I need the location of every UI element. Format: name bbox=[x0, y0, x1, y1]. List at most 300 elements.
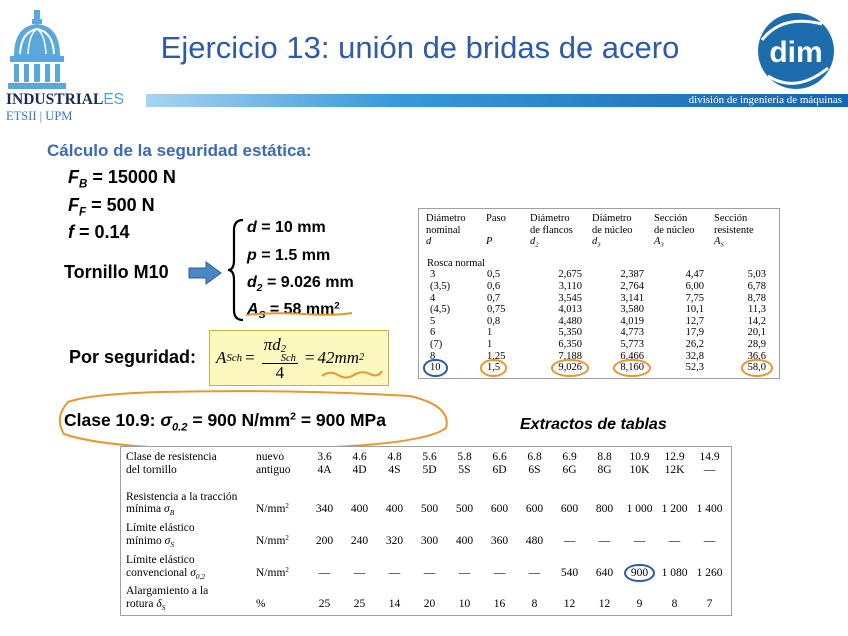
force-value: = 500 N bbox=[91, 195, 155, 215]
circled-value: 10 bbox=[430, 362, 441, 374]
cell-value: 3,545 bbox=[558, 292, 582, 304]
thread-row bbox=[424, 362, 774, 374]
property-value bbox=[342, 579, 377, 611]
thread-cell bbox=[652, 327, 712, 339]
symbol: A bbox=[654, 236, 661, 248]
cell-value: 340 bbox=[315, 503, 334, 516]
cell-value: 3 bbox=[430, 269, 436, 281]
grade-new: 5.6 bbox=[422, 451, 437, 463]
formula-num-indices bbox=[281, 345, 296, 363]
thread-cell bbox=[712, 316, 774, 328]
thread-cell bbox=[652, 351, 712, 363]
formula-num-sup: 2 bbox=[280, 343, 286, 355]
symbol-subscript: 2 bbox=[535, 241, 539, 249]
header-line: Diámetro bbox=[426, 213, 466, 224]
thread-col-header bbox=[528, 213, 590, 252]
unit-superscript: 2 bbox=[285, 534, 289, 542]
header-line: de flancos bbox=[530, 224, 573, 236]
right-arrow-icon bbox=[188, 261, 222, 285]
property-value bbox=[517, 485, 552, 517]
thread-cell bbox=[424, 304, 484, 316]
cell-value: 2,387 bbox=[620, 269, 644, 281]
property-value bbox=[587, 516, 622, 548]
property-value bbox=[552, 485, 587, 517]
unit-text: N/mm bbox=[256, 566, 286, 579]
thread-cell bbox=[484, 327, 528, 339]
thread-cell bbox=[424, 269, 484, 281]
cell-value: — bbox=[703, 534, 716, 547]
label-text: rotura bbox=[126, 598, 157, 611]
thread-cell bbox=[528, 362, 590, 374]
thread-col-header bbox=[424, 213, 484, 252]
thread-cell bbox=[590, 269, 652, 281]
cell-value: 300 bbox=[420, 534, 439, 547]
cell-value: 16 bbox=[493, 598, 506, 611]
cell-value: — bbox=[318, 566, 331, 579]
grade-new: 3.6 bbox=[317, 451, 332, 463]
property-value bbox=[307, 579, 342, 611]
clase-prefix: Clase 10.9: bbox=[64, 410, 161, 430]
thread-row bbox=[424, 351, 774, 363]
screw-diameter bbox=[247, 219, 326, 237]
symbol: P bbox=[486, 236, 493, 248]
cell-value: 12 bbox=[598, 598, 611, 611]
formula-numerator bbox=[262, 335, 298, 364]
cell-value: 600 bbox=[560, 503, 579, 516]
thread-cell bbox=[424, 316, 484, 328]
cell-value: 4,773 bbox=[620, 327, 644, 339]
label-line bbox=[126, 535, 254, 548]
label-line bbox=[126, 503, 254, 516]
header-line: antiguo bbox=[256, 463, 291, 476]
cell-value: (7) bbox=[430, 338, 443, 350]
property-symbol: σ bbox=[164, 503, 170, 516]
property-subscript: S bbox=[170, 539, 175, 549]
cell-value: 320 bbox=[385, 534, 404, 547]
dim-logo bbox=[752, 10, 838, 92]
thread-cell bbox=[712, 339, 774, 351]
circled-value: 9,026 bbox=[558, 362, 582, 374]
property-value bbox=[657, 579, 692, 611]
header-line: Sección bbox=[654, 213, 688, 224]
friction-symbol: f bbox=[68, 222, 74, 242]
formula-equals: = bbox=[245, 348, 255, 367]
thread-row bbox=[424, 304, 774, 316]
formula-num-text: πd bbox=[263, 334, 281, 354]
grade-old: 6G bbox=[562, 463, 577, 476]
property-value bbox=[517, 548, 552, 580]
cell-value: 5,773 bbox=[620, 338, 644, 350]
thread-cell bbox=[590, 362, 652, 374]
thread-cell bbox=[484, 293, 528, 305]
thread-row bbox=[424, 339, 774, 351]
bolt-class-statement bbox=[64, 410, 386, 434]
cell-value: 8,78 bbox=[747, 292, 766, 304]
stress-area-formula: A Sch = πd 2 Sch 4 = 42mm 2 bbox=[209, 330, 389, 386]
header-symbol bbox=[530, 236, 588, 248]
cell-value: 4 bbox=[430, 292, 436, 304]
prop-value: = 10 mm bbox=[261, 219, 326, 236]
header-line: Clase de resistencia bbox=[126, 451, 217, 463]
property-value bbox=[307, 485, 342, 517]
grade-old: 5D bbox=[422, 463, 437, 476]
thread-cell bbox=[652, 293, 712, 305]
thread-section-label: Rosca normal bbox=[427, 257, 486, 269]
cell-value: 20 bbox=[423, 598, 436, 611]
thread-cell bbox=[712, 327, 774, 339]
class-table-header bbox=[125, 451, 727, 485]
header-symbol bbox=[592, 236, 650, 248]
property-label bbox=[125, 548, 255, 580]
grade-new: 10.9 bbox=[629, 451, 650, 463]
prop-value: = 1.5 mm bbox=[261, 247, 331, 264]
prop-value: = 58 mm bbox=[269, 301, 335, 318]
thread-row bbox=[424, 281, 774, 293]
cell-value: 4,480 bbox=[558, 315, 582, 327]
grade-old: 4A bbox=[317, 463, 332, 476]
thread-col-header bbox=[652, 213, 712, 252]
formula-result: 42mm bbox=[317, 348, 360, 367]
label-text: mínima bbox=[126, 503, 165, 516]
grade-new: 6.6 bbox=[492, 451, 507, 463]
prop-value: = 9.026 mm bbox=[266, 274, 354, 291]
cell-value: 8 bbox=[430, 350, 436, 362]
cell-value: — bbox=[668, 534, 681, 547]
property-value bbox=[377, 485, 412, 517]
strength-class-table-extract bbox=[120, 446, 732, 616]
property-value bbox=[412, 548, 447, 580]
property-value bbox=[482, 579, 517, 611]
force-value: = 15000 N bbox=[92, 167, 176, 187]
cell-value: 6,00 bbox=[685, 280, 704, 292]
header-line: Diámetro bbox=[592, 213, 632, 224]
cell-value: 1 bbox=[487, 327, 493, 339]
etsii-dome-logo bbox=[6, 10, 68, 90]
header-line: Paso bbox=[486, 213, 506, 224]
cell-value: 360 bbox=[490, 534, 509, 547]
thread-col-header bbox=[484, 213, 528, 252]
thread-cell bbox=[484, 269, 528, 281]
cell-value: 200 bbox=[315, 534, 334, 547]
property-value bbox=[342, 516, 377, 548]
property-value bbox=[622, 548, 657, 580]
property-row bbox=[125, 485, 727, 517]
grade-old: 5S bbox=[458, 463, 471, 476]
force-subscript: F bbox=[79, 206, 87, 219]
cell-value: 0,75 bbox=[487, 304, 506, 316]
cell-value: 2,764 bbox=[620, 280, 644, 292]
force-ff bbox=[68, 195, 155, 219]
cell-value: 7,75 bbox=[685, 292, 704, 304]
cell-value: 12,7 bbox=[685, 315, 704, 327]
cell-value: 1 400 bbox=[696, 503, 723, 516]
force-fb bbox=[68, 167, 176, 191]
cell-value: 500 bbox=[455, 503, 474, 516]
cell-value: 10 bbox=[458, 598, 471, 611]
class-header-grade bbox=[377, 451, 412, 485]
cell-value: 3,110 bbox=[558, 280, 582, 292]
property-value bbox=[482, 516, 517, 548]
cell-value: 17,9 bbox=[685, 327, 704, 339]
grade-new: 5.8 bbox=[457, 451, 472, 463]
property-value bbox=[587, 548, 622, 580]
safety-label: Por seguridad: bbox=[69, 347, 197, 367]
cell-value: 7 bbox=[706, 598, 713, 611]
property-value bbox=[657, 485, 692, 517]
label-line bbox=[126, 598, 254, 611]
class-header-grade bbox=[482, 451, 517, 485]
cell-value: 7,188 bbox=[558, 350, 582, 362]
cell-value: 400 bbox=[455, 534, 474, 547]
force-symbol: F bbox=[68, 167, 79, 187]
label-line bbox=[126, 567, 254, 580]
label-text: mínimo bbox=[126, 534, 165, 547]
property-label bbox=[125, 579, 255, 611]
cell-value: 600 bbox=[490, 503, 509, 516]
formula-denominator: 4 bbox=[275, 362, 285, 382]
cell-value: 1 260 bbox=[696, 566, 723, 579]
property-value bbox=[692, 548, 727, 580]
thread-cell bbox=[590, 316, 652, 328]
thread-table bbox=[424, 213, 774, 374]
cell-value: 8 bbox=[671, 598, 678, 611]
cell-value: 32,8 bbox=[685, 350, 704, 362]
thread-table-header bbox=[424, 213, 774, 252]
grade-old: 6D bbox=[492, 463, 507, 476]
thread-cell bbox=[424, 293, 484, 305]
property-row bbox=[125, 516, 727, 548]
property-unit bbox=[255, 548, 307, 580]
cell-value: 0,7 bbox=[487, 292, 501, 304]
thread-cell bbox=[484, 281, 528, 293]
cell-value: 11,3 bbox=[748, 304, 766, 316]
cell-value: 1 bbox=[487, 338, 493, 350]
department-label: división de ingeniería de máquinas bbox=[688, 94, 842, 106]
header-line: Sección bbox=[714, 213, 748, 224]
class-header-grade bbox=[412, 451, 447, 485]
thread-col-header bbox=[590, 213, 652, 252]
property-value bbox=[447, 485, 482, 517]
clase-superscript: 2 bbox=[290, 410, 296, 423]
prop-symbol: A bbox=[247, 301, 259, 318]
symbol: A bbox=[714, 236, 721, 248]
cell-value: 36,6 bbox=[747, 350, 766, 362]
property-value bbox=[377, 516, 412, 548]
symbol-subscript: 3 bbox=[660, 241, 664, 249]
property-value bbox=[692, 516, 727, 548]
cell-value: 3,141 bbox=[620, 292, 644, 304]
header-line: nuevo bbox=[256, 451, 285, 463]
thread-cell bbox=[484, 339, 528, 351]
cell-value: 0,6 bbox=[487, 280, 501, 292]
cell-value: 14 bbox=[388, 598, 401, 611]
property-value bbox=[657, 516, 692, 548]
thread-table-body bbox=[424, 252, 774, 374]
curly-brace bbox=[227, 218, 245, 322]
property-row bbox=[125, 548, 727, 580]
grade-new: 4.8 bbox=[387, 451, 402, 463]
thread-cell bbox=[590, 339, 652, 351]
force-subscript: B bbox=[79, 178, 88, 191]
cell-value: 12 bbox=[563, 598, 576, 611]
cell-value: — bbox=[493, 566, 506, 579]
cell-value: (4,5) bbox=[430, 304, 451, 316]
table-extracts-label: Extractos de tablas bbox=[520, 416, 667, 433]
thread-cell bbox=[712, 293, 774, 305]
property-unit bbox=[255, 485, 307, 517]
dim-logo-text: dim bbox=[769, 36, 823, 69]
cell-value: 52,3 bbox=[685, 362, 704, 374]
thread-cell bbox=[712, 362, 774, 374]
clase-symbol: σ bbox=[160, 410, 172, 430]
thread-cell bbox=[652, 281, 712, 293]
label-line: Límite elástico bbox=[126, 522, 195, 535]
property-value bbox=[622, 516, 657, 548]
prop-superscript: 2 bbox=[334, 300, 340, 312]
thread-cell bbox=[652, 339, 712, 351]
class-header-grade bbox=[517, 451, 552, 485]
property-value bbox=[552, 579, 587, 611]
property-value bbox=[657, 548, 692, 580]
thread-cell bbox=[712, 304, 774, 316]
cell-value: 9 bbox=[636, 598, 643, 611]
symbol-subscript: 3 bbox=[597, 241, 601, 249]
property-label bbox=[125, 516, 255, 548]
property-value bbox=[412, 516, 447, 548]
orange-underline-annotation bbox=[320, 368, 384, 380]
property-label bbox=[125, 485, 255, 517]
section-heading: Cálculo de la seguridad estática: bbox=[47, 141, 312, 160]
property-value bbox=[622, 579, 657, 611]
thread-cell bbox=[528, 304, 590, 316]
property-value bbox=[342, 548, 377, 580]
grade-old: — bbox=[703, 463, 716, 476]
cell-value: 4,013 bbox=[558, 304, 582, 316]
slide-title: Ejercicio 13: unión de bridas de acero bbox=[160, 30, 680, 65]
cell-value: 0,8 bbox=[487, 315, 501, 327]
header-bar bbox=[146, 94, 848, 107]
grade-new: 14.9 bbox=[699, 451, 720, 463]
thread-cell bbox=[590, 304, 652, 316]
force-symbol: F bbox=[68, 195, 79, 215]
property-unit bbox=[255, 516, 307, 548]
property-value bbox=[342, 485, 377, 517]
cell-value: — bbox=[633, 534, 646, 547]
friction-value: = 0.14 bbox=[79, 222, 130, 242]
property-subscript: S bbox=[161, 602, 166, 612]
thread-cell bbox=[424, 339, 484, 351]
circled-value: 1,5 bbox=[487, 362, 501, 374]
property-symbol: σ bbox=[190, 566, 196, 579]
thread-row bbox=[424, 327, 774, 339]
formula-fraction bbox=[262, 335, 298, 382]
logo-accent: ES bbox=[103, 91, 125, 108]
header-symbol bbox=[654, 236, 710, 248]
circled-value: 900 bbox=[630, 566, 649, 579]
header-line: de núcleo bbox=[592, 224, 633, 236]
thread-cell bbox=[424, 362, 484, 374]
grade-old: 12K bbox=[664, 463, 685, 476]
cell-value: 6,350 bbox=[558, 338, 582, 350]
grade-old: 10K bbox=[629, 463, 650, 476]
thread-cell bbox=[528, 327, 590, 339]
property-symbol: δ bbox=[156, 598, 162, 611]
property-value bbox=[622, 485, 657, 517]
header-symbol bbox=[714, 236, 772, 248]
thread-cell bbox=[652, 362, 712, 374]
cell-value: 2,675 bbox=[558, 269, 582, 281]
cell-value: — bbox=[423, 566, 436, 579]
property-subscript: B bbox=[169, 508, 175, 518]
label-text: convencional bbox=[126, 566, 191, 579]
thread-cell bbox=[484, 304, 528, 316]
cell-value: 540 bbox=[560, 566, 579, 579]
symbol: d bbox=[592, 236, 598, 248]
thread-row bbox=[424, 293, 774, 305]
class-header-grade bbox=[692, 451, 727, 485]
cell-value: 600 bbox=[525, 503, 544, 516]
cell-value: 20,1 bbox=[747, 327, 766, 339]
unit-text: N/mm bbox=[256, 534, 286, 547]
label-line: Límite elástico bbox=[126, 553, 195, 566]
cell-value: 400 bbox=[350, 503, 369, 516]
cell-value: 0,5 bbox=[487, 269, 501, 281]
circled-value: 58,0 bbox=[747, 362, 766, 374]
property-value bbox=[447, 548, 482, 580]
orange-strike-annotation bbox=[244, 310, 354, 318]
header-line: nominal bbox=[426, 224, 461, 236]
header-line: del tornillo bbox=[126, 463, 177, 476]
cell-value: 480 bbox=[525, 534, 544, 547]
thread-cell bbox=[528, 269, 590, 281]
cell-value: 640 bbox=[595, 566, 614, 579]
property-subscript: 0,2 bbox=[195, 571, 206, 581]
thread-cell bbox=[424, 281, 484, 293]
thread-cell bbox=[712, 269, 774, 281]
thread-cell bbox=[590, 327, 652, 339]
cell-value: — bbox=[563, 534, 576, 547]
cell-value: 6,466 bbox=[620, 350, 644, 362]
cell-value: 25 bbox=[318, 598, 331, 611]
unit-superscript: 2 bbox=[285, 566, 289, 574]
grade-old: 8G bbox=[597, 463, 612, 476]
property-value bbox=[377, 579, 412, 611]
property-row bbox=[125, 579, 727, 611]
symbol: d bbox=[426, 236, 432, 248]
symbol-subscript: S bbox=[720, 241, 724, 249]
property-value bbox=[307, 516, 342, 548]
property-value bbox=[377, 548, 412, 580]
logo-main: INDUSTRIAL bbox=[6, 91, 104, 108]
class-header-grade bbox=[657, 451, 692, 485]
label-line: Resistencia a la tracción bbox=[126, 490, 238, 503]
cell-value: 14,2 bbox=[747, 315, 766, 327]
screw-label: Tornillo M10 bbox=[64, 262, 169, 282]
thread-cell bbox=[590, 293, 652, 305]
etsii-upm-label: ETSII | UPM bbox=[6, 109, 73, 123]
cell-value: 4,47 bbox=[685, 269, 704, 281]
header-line: resistente bbox=[714, 224, 754, 236]
prop-subscript: S bbox=[258, 309, 266, 321]
thread-cell bbox=[484, 316, 528, 328]
thread-cell bbox=[652, 304, 712, 316]
label-line: Alargamiento a la bbox=[126, 585, 209, 598]
thread-row bbox=[424, 316, 774, 328]
thread-cell bbox=[712, 281, 774, 293]
clase-subscript: 0.2 bbox=[171, 421, 188, 434]
thread-cell bbox=[528, 316, 590, 328]
class-header-grade bbox=[622, 451, 657, 485]
